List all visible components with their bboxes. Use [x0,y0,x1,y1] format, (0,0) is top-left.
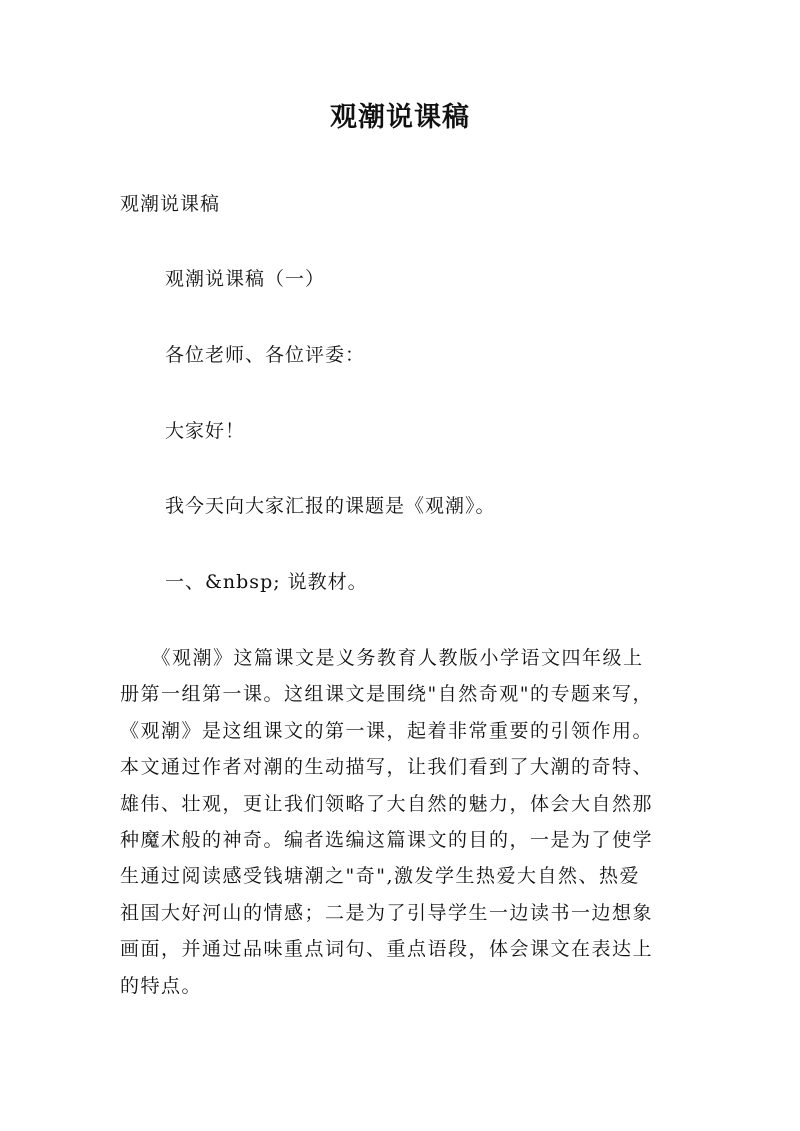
body-line: 《观潮》是这组课文的第一课，起着非常重要的引领作用。 [120,719,654,742]
greeting-audience: 各位老师、各位评委： [165,344,366,366]
body-line: 生通过阅读感受钱塘潮之"奇",激发学生热爱大自然、热爱 [120,865,641,888]
body-line: 册第一组第一课。这组课文是围绕"自然奇观"的专题来写， [120,683,653,706]
body-line: 《观潮》这篇课文是义务教育人教版小学语文四年级上 [120,647,644,669]
topic-intro: 我今天向大家汇报的课题是《观潮》。 [165,495,496,517]
section-one-heading: 一、&nbsp; 说教材。 [165,571,368,593]
document-subtitle: 观潮说课稿 [120,193,221,215]
body-line: 本文通过作者对潮的生动描写，让我们看到了大潮的奇特、 [120,756,654,779]
body-line: 祖国大好河山的情感；二是为了引导学生一边读书一边想象 [120,901,654,924]
body-paragraph [120,640,690,1004]
greeting-hello: 大家好！ [165,420,246,442]
section-heading: 观潮说课稿（一） [165,268,326,290]
page-title: 观潮说课稿 [330,102,470,133]
body-line: 雄伟、壮观，更让我们领略了大自然的魅力，体会大自然那 [120,792,654,815]
body-line: 的特点。 [120,974,203,997]
body-line: 画面，并通过品味重点词句、重点语段，体会课文在表达上 [120,938,654,961]
body-line: 种魔术般的神奇。编者选编这篇课文的目的，一是为了使学 [120,828,654,851]
